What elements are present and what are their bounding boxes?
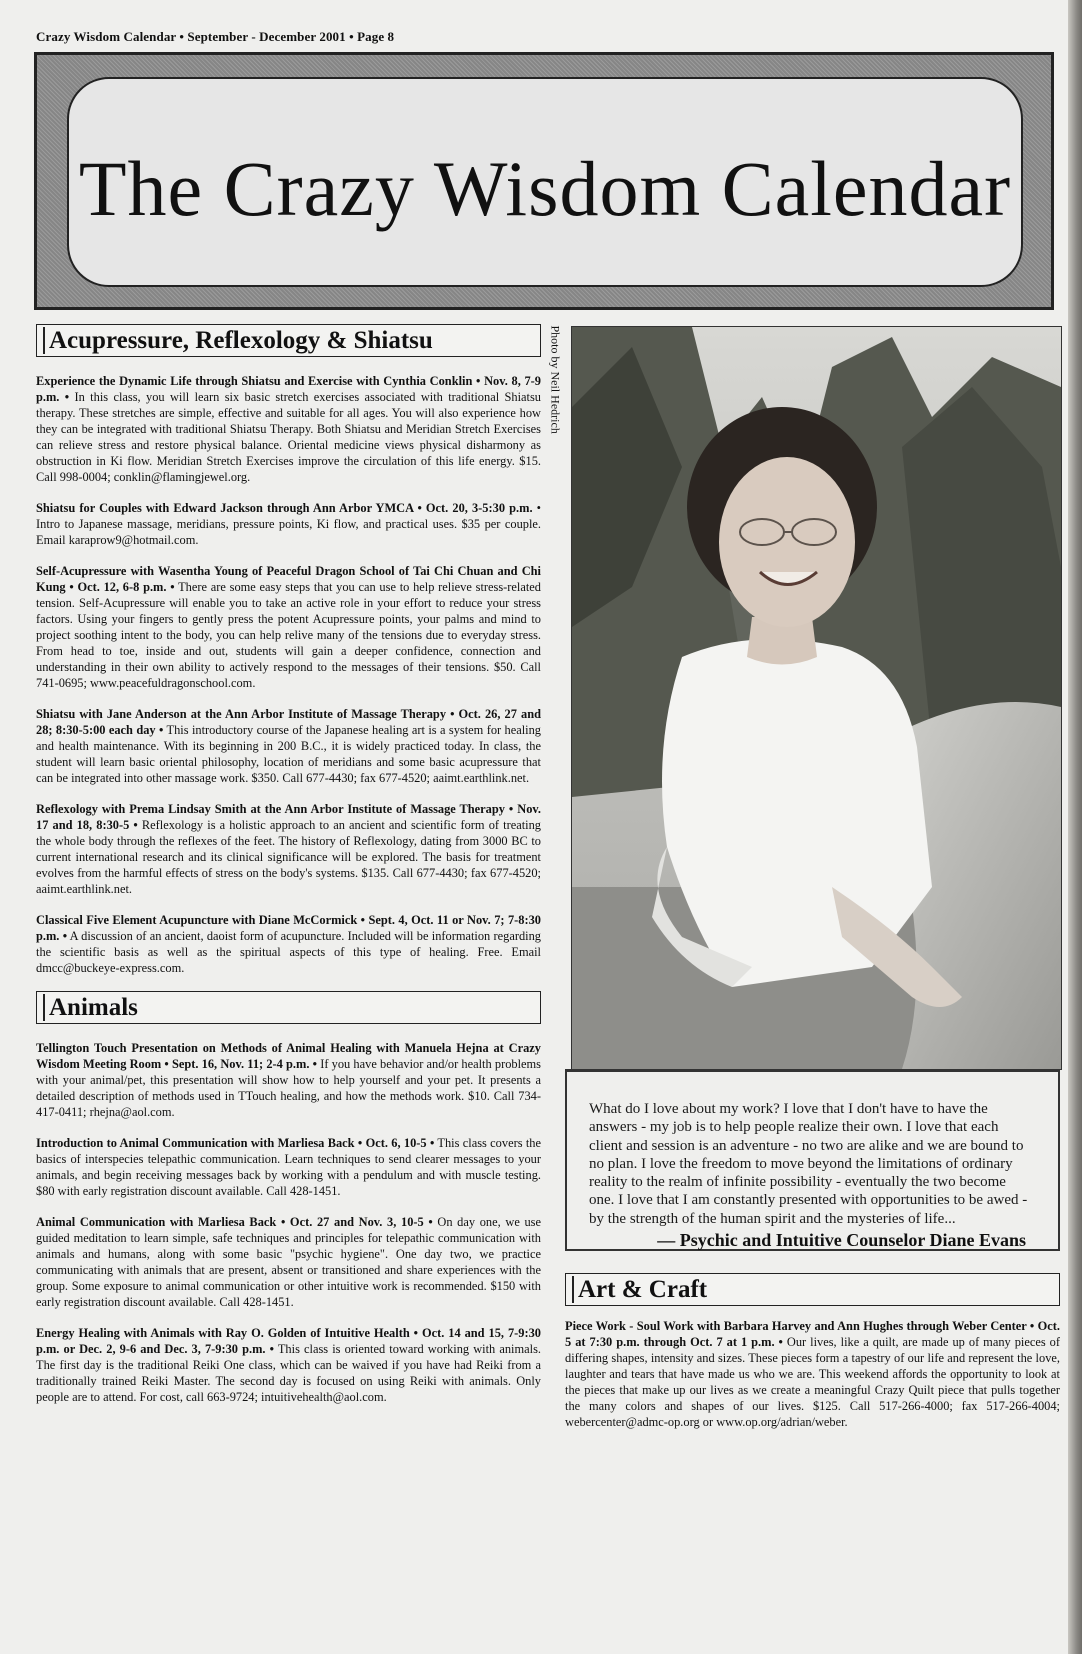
pull-quote-attribution: — Psychic and Intuitive Counselor Diane Evans [657,1230,1026,1251]
listing-entry: Piece Work - Soul Work with Barbara Harvey and Ann Hughes through Weber Center • Oct. 5 at 7:30 p.m. through Oct. 7 at 1 p.m. • Our lives, like a quilt, are made up of many pieces of differing shapes, intensity and sizes. These pieces form a tapestry of our life and represent the love, laughter and tears that have made us who we are. This weekend affords the opportunity to look at the pieces that make up our lives as we create a meaningful Crazy Quilt piece that pulls together the many colors and shapes of our lives. $125. Call 517-266-4000; fax 517-266-4004; webercenter@admc-op.org or www.op.org/adrian/weber. [565,1319,1060,1429]
listing-entry: Classical Five Element Acupuncture with Diane McCormick • Sept. 4, Oct. 11 or Nov. 7; 7-8:30 p.m. • A discussion of an ancient, daoist form of acupuncture. Included will be information regarding the scientific basis as well as the spiritual aspects of this type of healing. Free. Email dmcc@buckeye-express.com. [36,913,542,975]
listing-entry: Reflexology with Prema Lindsay Smith at the Ann Arbor Institute of Massage Therapy • Nov. 17 and 18, 8:30-5 • Reflexology is a holistic approach to an ancient and scientific form of treating the whole body through the reflexes of the feet. The history of Reflexology, dating from 3000 BC to current international research and its clinical significance will be explored. The basis for treatment evolves from the harmful effects of stress on the body's systems. $135. Call 677-4430; fax 677-4520; aaimt.earthlink.net. [36,802,541,896]
masthead-frame [67,77,1023,287]
listing-entry: Experience the Dynamic Life through Shiatsu and Exercise with Cynthia Conklin • Nov. 8, 7-9 p.m. • In this class, you will learn six basic stretch exercises associated with traditional Shiatsu therapy. These stretches are simple, effective and suitable for all ages. You will also experience how they can be integrated with traditional Shiatsu Therapy. Both Shiatsu and Meridian Stretch Exercises can relieve stress and restore physical balance. Oriental medicine views physical disharmony as obstruction in Ki flow. Meridian Stretch Exercises improve the circulation of this life energy. $15. Call 998-0004; conklin@flamingjewel.org. [36,374,541,484]
photo-credit: Photo by Neil Hedrich [548,325,563,434]
listing-entry: Animal Communication with Marliesa Back • Oct. 27 and Nov. 3, 10-5 • On day one, we use guided meditation to learn simple, safe techniques and principles for telepathic communication with animals and humans, along with some basic "psychic hygiene". One day two, we practice communicating with animals that are present, absent or transitioned and share experiences with the group. Some exposure to animal communication or other intuitive work is recommended. $150 with early registration discount available. Call 428-1451. [36,1215,541,1309]
listing-entry: Tellington Touch Presentation on Methods of Animal Healing with Manuela Hejna at Crazy Wisdom Meeting Room • Sept. 16, Nov. 11; 2-4 p.m. • If you have behavior and/or health problems with your animal/pet, this presentation will show how to help yourself and your pet. It presents a detailed description of methods used in TTouch healing, and how the methods work. $10. Call 734-417-0411; rhejna@aol.com. [36,1041,541,1119]
listing-entry: Self-Acupressure with Wasentha Young of Peaceful Dragon School of Tai Chi Chuan and Chi Kung • Oct. 12, 6-8 p.m. • There are some easy steps that you can use to help relieve stress-related tension. Self-Acupressure will enable you to take an active role in your effort to reduce your stress factors. Using your fingers to gently press the potent Acupressure points, your palms and mind to project soothing intent to the body, you can help relive many of the tensions due to everyday stress. From head to toe, inside and out, students will gain a deeper confidence, connection and understanding in their own ability to actively respond to the messages of their tensions. $50. Call 741-0695; www.peacefuldragonschool.com. [36,564,541,690]
running-head: Crazy Wisdom Calendar • September - December 2001 • Page 8 [36,29,395,44]
masthead-banner [34,52,1054,310]
listing-entry: Shiatsu for Couples with Edward Jackson through Ann Arbor YMCA • Oct. 20, 3-5:30 p.m. • Intro to Japanese massage, meridians, pressure points, Ki flow, and practical uses. $35 per couple. Email karaprow9@hotmail.com. [36,501,541,547]
portrait-photo [571,326,1062,1070]
masthead-title: The Crazy Wisdom Calendar [78,145,1012,232]
section-heading-art-craft: Art & Craft [565,1273,1060,1306]
section-heading-animals: Animals [36,991,541,1024]
left-column [36,324,541,1420]
art-craft-column [565,1273,1060,1445]
pull-quote-box [565,1069,1060,1251]
pull-quote-text: What do I love about my work? I love that I don't have to have the answers - my job is to help people realize their own. I love that each client and session is an adventure - no two are alike and we are bound to no plan. I love the freedom to move beyond the limitations of ordinary reality to the realm of infinite possibility - eventually the two become one. I love that I am constantly presented with opportunities to be awed - by the strength of the human spirit and the mysteries of life... [589,1101,1028,1227]
portrait-photo-illustration [572,327,1061,1069]
page-edge-shadow [1068,0,1082,1654]
listing-entry: Introduction to Animal Communication with Marliesa Back • Oct. 6, 10-5 • This class covers the basics of interspecies telepathic communication. Learn techniques to send clearer messages to your animals, and begin receiving messages back by working with a pendulum and with muscle testing. $80 with early registration discount available. Call 428-1451. [36,1136,541,1198]
listing-entry: Energy Healing with Animals with Ray O. Golden of Intuitive Health • Oct. 14 and 15, 7-9:30 p.m. or Dec. 2, 9-6 and Dec. 3, 7-9:30 p.m. • This class is oriented toward working with animals. The first day is the traditional Reiki One class, which can be waived if you have had Reiki from a traditionally trained Reiki Master. The second day is focused on using Reiki with animals. Only people are to attend. For cost, call 663-9724; intuitivehealth@aol.com. [36,1326,541,1404]
listing-entry: Shiatsu with Jane Anderson at the Ann Arbor Institute of Massage Therapy • Oct. 26, 27 and 28; 8:30-5:00 each day • This introductory course of the Japanese healing art is a system for healing and health maintenance. With its beginning in 200 B.C., it is widely practiced today. In class, the student will learn basic oriental philosophy, location of meridians and some basic acupressure that can be integrated into other massage work. $350. Call 677-4430; fax 677-4520; aaimt.earthlink.net. [36,707,542,785]
section-heading-acupressure: Acupressure, Reflexology & Shiatsu [36,324,541,357]
